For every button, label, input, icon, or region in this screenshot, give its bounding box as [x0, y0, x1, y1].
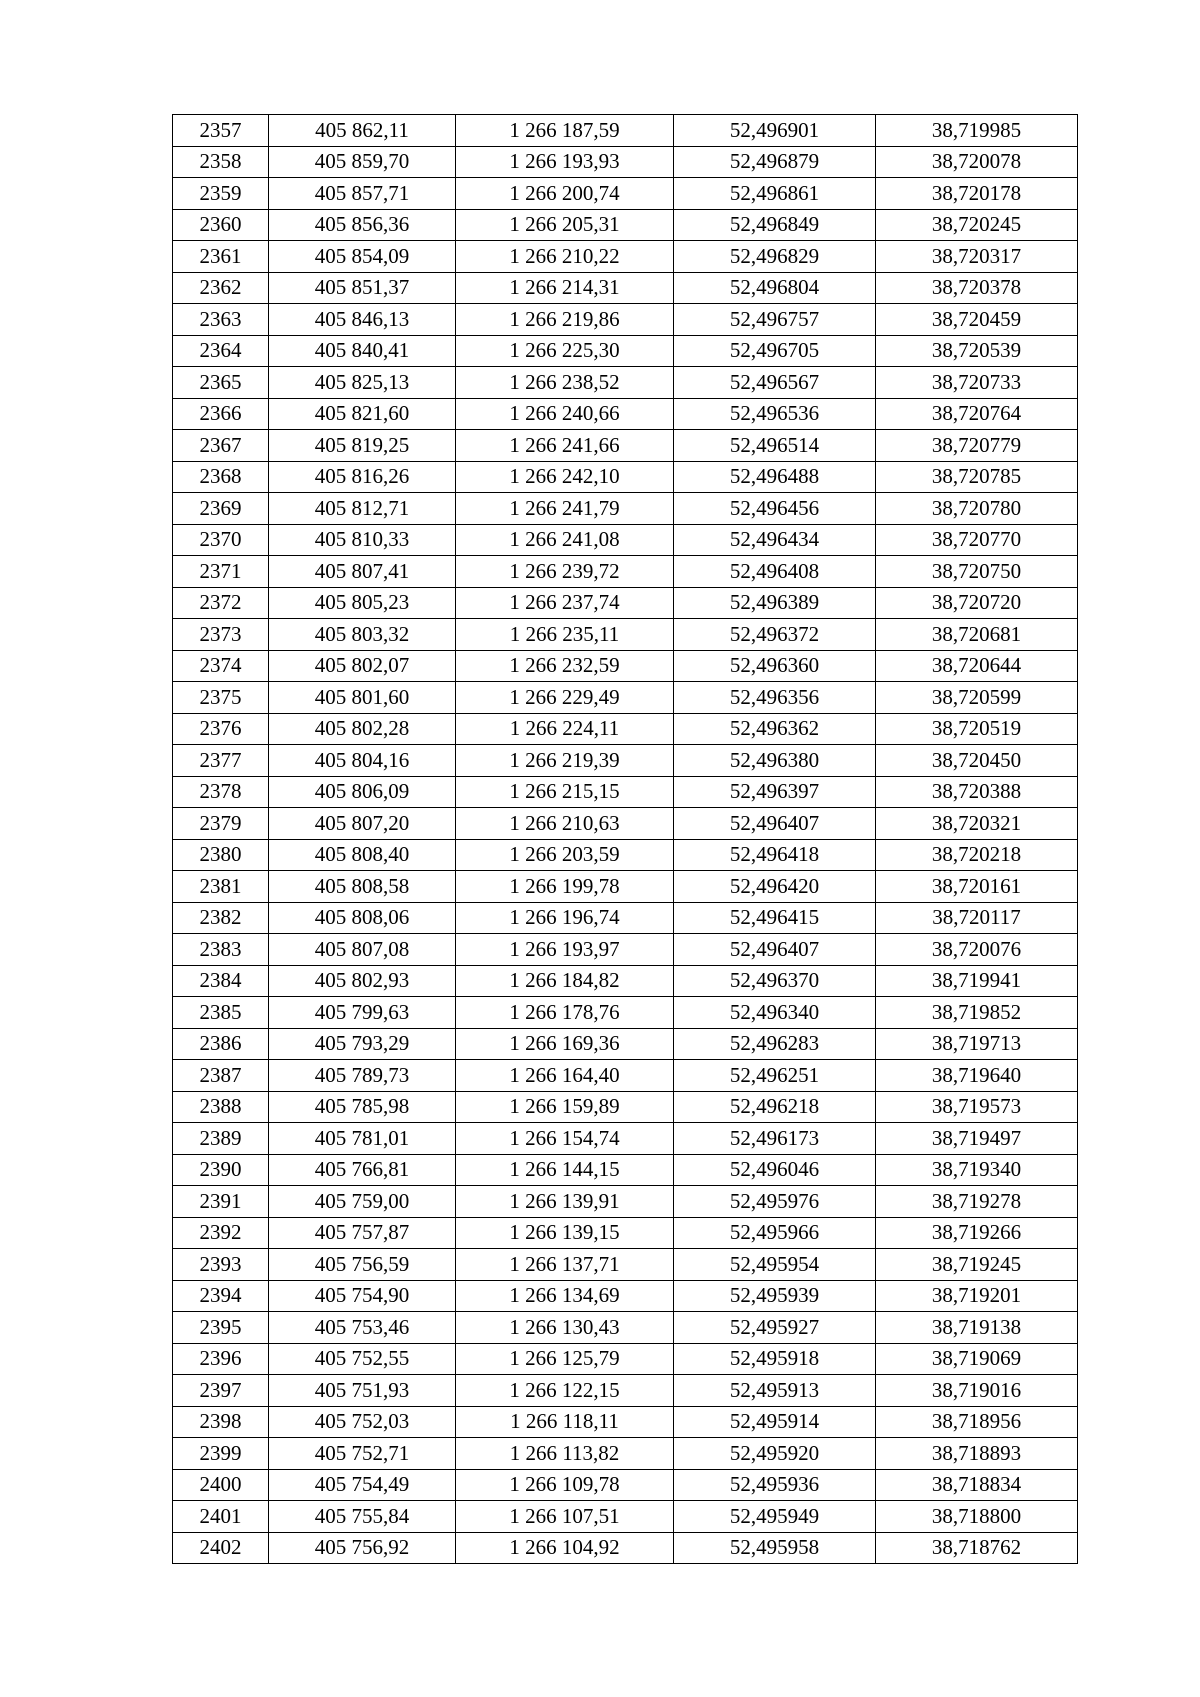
table-row	[173, 1532, 1078, 1564]
point-number-cell: 2368	[173, 461, 269, 493]
x-coordinate-cell: 405 752,55	[269, 1343, 456, 1375]
point-number-cell: 2369	[173, 493, 269, 525]
latitude-cell: 52,495949	[674, 1501, 876, 1533]
latitude-cell: 52,496407	[674, 808, 876, 840]
y-coordinate-cell: 1 266 232,59	[456, 650, 674, 682]
y-coordinate-cell: 1 266 169,36	[456, 1028, 674, 1060]
point-number-cell: 2374	[173, 650, 269, 682]
y-coordinate-cell: 1 266 144,15	[456, 1154, 674, 1186]
x-coordinate-cell: 405 807,41	[269, 556, 456, 588]
longitude-cell: 38,720519	[876, 713, 1078, 745]
latitude-cell: 52,496901	[674, 115, 876, 147]
x-coordinate-cell: 405 756,92	[269, 1532, 456, 1564]
longitude-cell: 38,720539	[876, 335, 1078, 367]
table-row	[173, 1280, 1078, 1312]
y-coordinate-cell: 1 266 139,91	[456, 1186, 674, 1218]
point-number-cell: 2375	[173, 682, 269, 714]
y-coordinate-cell: 1 266 199,78	[456, 871, 674, 903]
table-row	[173, 398, 1078, 430]
longitude-cell: 38,719497	[876, 1123, 1078, 1155]
y-coordinate-cell: 1 266 224,11	[456, 713, 674, 745]
table-row	[173, 808, 1078, 840]
latitude-cell: 52,496173	[674, 1123, 876, 1155]
latitude-cell: 52,495920	[674, 1438, 876, 1470]
table-row	[173, 1186, 1078, 1218]
x-coordinate-cell: 405 754,49	[269, 1469, 456, 1501]
point-number-cell: 2365	[173, 367, 269, 399]
table-row	[173, 1469, 1078, 1501]
y-coordinate-cell: 1 266 229,49	[456, 682, 674, 714]
x-coordinate-cell: 405 812,71	[269, 493, 456, 525]
point-number-cell: 2389	[173, 1123, 269, 1155]
latitude-cell: 52,496397	[674, 776, 876, 808]
table-row	[173, 272, 1078, 304]
y-coordinate-cell: 1 266 154,74	[456, 1123, 674, 1155]
longitude-cell: 38,720450	[876, 745, 1078, 777]
longitude-cell: 38,720388	[876, 776, 1078, 808]
longitude-cell: 38,719069	[876, 1343, 1078, 1375]
x-coordinate-cell: 405 825,13	[269, 367, 456, 399]
x-coordinate-cell: 405 854,09	[269, 241, 456, 273]
point-number-cell: 2381	[173, 871, 269, 903]
latitude-cell: 52,496251	[674, 1060, 876, 1092]
longitude-cell: 38,719713	[876, 1028, 1078, 1060]
table-row	[173, 1406, 1078, 1438]
longitude-cell: 38,720117	[876, 902, 1078, 934]
point-number-cell: 2370	[173, 524, 269, 556]
latitude-cell: 52,495966	[674, 1217, 876, 1249]
longitude-cell: 38,718762	[876, 1532, 1078, 1564]
longitude-cell: 38,718956	[876, 1406, 1078, 1438]
latitude-cell: 52,496488	[674, 461, 876, 493]
table-row	[173, 1060, 1078, 1092]
latitude-cell: 52,495976	[674, 1186, 876, 1218]
table-row	[173, 524, 1078, 556]
latitude-cell: 52,496536	[674, 398, 876, 430]
y-coordinate-cell: 1 266 187,59	[456, 115, 674, 147]
y-coordinate-cell: 1 266 215,15	[456, 776, 674, 808]
y-coordinate-cell: 1 266 125,79	[456, 1343, 674, 1375]
latitude-cell: 52,496849	[674, 209, 876, 241]
x-coordinate-cell: 405 851,37	[269, 272, 456, 304]
x-coordinate-cell: 405 781,01	[269, 1123, 456, 1155]
longitude-cell: 38,720599	[876, 682, 1078, 714]
point-number-cell: 2392	[173, 1217, 269, 1249]
longitude-cell: 38,720720	[876, 587, 1078, 619]
latitude-cell: 52,496879	[674, 146, 876, 178]
x-coordinate-cell: 405 752,03	[269, 1406, 456, 1438]
latitude-cell: 52,496046	[674, 1154, 876, 1186]
point-number-cell: 2395	[173, 1312, 269, 1344]
y-coordinate-cell: 1 266 184,82	[456, 965, 674, 997]
y-coordinate-cell: 1 266 241,66	[456, 430, 674, 462]
table-row	[173, 461, 1078, 493]
longitude-cell: 38,720785	[876, 461, 1078, 493]
table-row	[173, 1312, 1078, 1344]
point-number-cell: 2397	[173, 1375, 269, 1407]
point-number-cell: 2357	[173, 115, 269, 147]
point-number-cell: 2388	[173, 1091, 269, 1123]
table-row	[173, 871, 1078, 903]
table-row	[173, 430, 1078, 462]
y-coordinate-cell: 1 266 203,59	[456, 839, 674, 871]
longitude-cell: 38,719340	[876, 1154, 1078, 1186]
x-coordinate-cell: 405 755,84	[269, 1501, 456, 1533]
latitude-cell: 52,496372	[674, 619, 876, 651]
y-coordinate-cell: 1 266 240,66	[456, 398, 674, 430]
point-number-cell: 2376	[173, 713, 269, 745]
table-row	[173, 839, 1078, 871]
latitude-cell: 52,496418	[674, 839, 876, 871]
latitude-cell: 52,496415	[674, 902, 876, 934]
table-row	[173, 650, 1078, 682]
point-number-cell: 2380	[173, 839, 269, 871]
x-coordinate-cell: 405 757,87	[269, 1217, 456, 1249]
latitude-cell: 52,495914	[674, 1406, 876, 1438]
y-coordinate-cell: 1 266 159,89	[456, 1091, 674, 1123]
table-row	[173, 178, 1078, 210]
x-coordinate-cell: 405 766,81	[269, 1154, 456, 1186]
y-coordinate-cell: 1 266 130,43	[456, 1312, 674, 1344]
y-coordinate-cell: 1 266 139,15	[456, 1217, 674, 1249]
table-row	[173, 1217, 1078, 1249]
point-number-cell: 2391	[173, 1186, 269, 1218]
table-row	[173, 745, 1078, 777]
latitude-cell: 52,495936	[674, 1469, 876, 1501]
longitude-cell: 38,719852	[876, 997, 1078, 1029]
point-number-cell: 2394	[173, 1280, 269, 1312]
x-coordinate-cell: 405 759,00	[269, 1186, 456, 1218]
point-number-cell: 2385	[173, 997, 269, 1029]
coordinates-table-body	[173, 115, 1078, 1564]
point-number-cell: 2401	[173, 1501, 269, 1533]
latitude-cell: 52,496567	[674, 367, 876, 399]
y-coordinate-cell: 1 266 196,74	[456, 902, 674, 934]
table-row	[173, 304, 1078, 336]
longitude-cell: 38,720780	[876, 493, 1078, 525]
x-coordinate-cell: 405 785,98	[269, 1091, 456, 1123]
table-row	[173, 1343, 1078, 1375]
point-number-cell: 2363	[173, 304, 269, 336]
table-row	[173, 619, 1078, 651]
x-coordinate-cell: 405 846,13	[269, 304, 456, 336]
longitude-cell: 38,720078	[876, 146, 1078, 178]
x-coordinate-cell: 405 806,09	[269, 776, 456, 808]
x-coordinate-cell: 405 816,26	[269, 461, 456, 493]
x-coordinate-cell: 405 808,58	[269, 871, 456, 903]
y-coordinate-cell: 1 266 107,51	[456, 1501, 674, 1533]
point-number-cell: 2358	[173, 146, 269, 178]
latitude-cell: 52,496434	[674, 524, 876, 556]
latitude-cell: 52,495913	[674, 1375, 876, 1407]
latitude-cell: 52,495958	[674, 1532, 876, 1564]
x-coordinate-cell: 405 808,40	[269, 839, 456, 871]
point-number-cell: 2379	[173, 808, 269, 840]
table-row	[173, 997, 1078, 1029]
y-coordinate-cell: 1 266 210,22	[456, 241, 674, 273]
point-number-cell: 2384	[173, 965, 269, 997]
point-number-cell: 2361	[173, 241, 269, 273]
table-row	[173, 1154, 1078, 1186]
point-number-cell: 2390	[173, 1154, 269, 1186]
point-number-cell: 2383	[173, 934, 269, 966]
longitude-cell: 38,720317	[876, 241, 1078, 273]
x-coordinate-cell: 405 821,60	[269, 398, 456, 430]
y-coordinate-cell: 1 266 193,97	[456, 934, 674, 966]
point-number-cell: 2362	[173, 272, 269, 304]
table-row	[173, 335, 1078, 367]
longitude-cell: 38,719985	[876, 115, 1078, 147]
point-number-cell: 2360	[173, 209, 269, 241]
latitude-cell: 52,496340	[674, 997, 876, 1029]
longitude-cell: 38,720378	[876, 272, 1078, 304]
x-coordinate-cell: 405 752,71	[269, 1438, 456, 1470]
y-coordinate-cell: 1 266 219,39	[456, 745, 674, 777]
latitude-cell: 52,495954	[674, 1249, 876, 1281]
table-row	[173, 493, 1078, 525]
y-coordinate-cell: 1 266 239,72	[456, 556, 674, 588]
y-coordinate-cell: 1 266 193,93	[456, 146, 674, 178]
longitude-cell: 38,720178	[876, 178, 1078, 210]
x-coordinate-cell: 405 756,59	[269, 1249, 456, 1281]
longitude-cell: 38,720779	[876, 430, 1078, 462]
y-coordinate-cell: 1 266 118,11	[456, 1406, 674, 1438]
table-row	[173, 682, 1078, 714]
latitude-cell: 52,496408	[674, 556, 876, 588]
longitude-cell: 38,718893	[876, 1438, 1078, 1470]
x-coordinate-cell: 405 862,11	[269, 115, 456, 147]
point-number-cell: 2371	[173, 556, 269, 588]
point-number-cell: 2400	[173, 1469, 269, 1501]
longitude-cell: 38,720733	[876, 367, 1078, 399]
longitude-cell: 38,720245	[876, 209, 1078, 241]
x-coordinate-cell: 405 799,63	[269, 997, 456, 1029]
x-coordinate-cell: 405 856,36	[269, 209, 456, 241]
y-coordinate-cell: 1 266 241,79	[456, 493, 674, 525]
latitude-cell: 52,495927	[674, 1312, 876, 1344]
longitude-cell: 38,719245	[876, 1249, 1078, 1281]
table-row	[173, 902, 1078, 934]
y-coordinate-cell: 1 266 219,86	[456, 304, 674, 336]
table-row	[173, 776, 1078, 808]
table-row	[173, 587, 1078, 619]
point-number-cell: 2398	[173, 1406, 269, 1438]
y-coordinate-cell: 1 266 200,74	[456, 178, 674, 210]
x-coordinate-cell: 405 751,93	[269, 1375, 456, 1407]
table-row	[173, 1249, 1078, 1281]
table-row	[173, 1123, 1078, 1155]
latitude-cell: 52,496861	[674, 178, 876, 210]
table-row	[173, 241, 1078, 273]
latitude-cell: 52,496283	[674, 1028, 876, 1060]
longitude-cell: 38,720218	[876, 839, 1078, 871]
latitude-cell: 52,496407	[674, 934, 876, 966]
y-coordinate-cell: 1 266 109,78	[456, 1469, 674, 1501]
latitude-cell: 52,496360	[674, 650, 876, 682]
longitude-cell: 38,720161	[876, 871, 1078, 903]
table-row	[173, 209, 1078, 241]
latitude-cell: 52,496370	[674, 965, 876, 997]
longitude-cell: 38,720459	[876, 304, 1078, 336]
longitude-cell: 38,720750	[876, 556, 1078, 588]
x-coordinate-cell: 405 803,32	[269, 619, 456, 651]
point-number-cell: 2378	[173, 776, 269, 808]
longitude-cell: 38,720770	[876, 524, 1078, 556]
table-row	[173, 1438, 1078, 1470]
latitude-cell: 52,496829	[674, 241, 876, 273]
point-number-cell: 2373	[173, 619, 269, 651]
longitude-cell: 38,719573	[876, 1091, 1078, 1123]
point-number-cell: 2396	[173, 1343, 269, 1375]
y-coordinate-cell: 1 266 134,69	[456, 1280, 674, 1312]
longitude-cell: 38,718834	[876, 1469, 1078, 1501]
x-coordinate-cell: 405 807,08	[269, 934, 456, 966]
table-row	[173, 556, 1078, 588]
x-coordinate-cell: 405 793,29	[269, 1028, 456, 1060]
latitude-cell: 52,496705	[674, 335, 876, 367]
table-row	[173, 115, 1078, 147]
latitude-cell: 52,496389	[674, 587, 876, 619]
table-row	[173, 1501, 1078, 1533]
latitude-cell: 52,496456	[674, 493, 876, 525]
y-coordinate-cell: 1 266 214,31	[456, 272, 674, 304]
longitude-cell: 38,719138	[876, 1312, 1078, 1344]
latitude-cell: 52,495918	[674, 1343, 876, 1375]
latitude-cell: 52,496514	[674, 430, 876, 462]
x-coordinate-cell: 405 840,41	[269, 335, 456, 367]
x-coordinate-cell: 405 819,25	[269, 430, 456, 462]
point-number-cell: 2367	[173, 430, 269, 462]
y-coordinate-cell: 1 266 242,10	[456, 461, 674, 493]
latitude-cell: 52,496757	[674, 304, 876, 336]
longitude-cell: 38,719278	[876, 1186, 1078, 1218]
x-coordinate-cell: 405 805,23	[269, 587, 456, 619]
y-coordinate-cell: 1 266 238,52	[456, 367, 674, 399]
longitude-cell: 38,719640	[876, 1060, 1078, 1092]
y-coordinate-cell: 1 266 178,76	[456, 997, 674, 1029]
x-coordinate-cell: 405 753,46	[269, 1312, 456, 1344]
x-coordinate-cell: 405 802,07	[269, 650, 456, 682]
latitude-cell: 52,496362	[674, 713, 876, 745]
x-coordinate-cell: 405 802,28	[269, 713, 456, 745]
longitude-cell: 38,719201	[876, 1280, 1078, 1312]
point-number-cell: 2393	[173, 1249, 269, 1281]
table-row	[173, 1091, 1078, 1123]
point-number-cell: 2377	[173, 745, 269, 777]
y-coordinate-cell: 1 266 113,82	[456, 1438, 674, 1470]
x-coordinate-cell: 405 810,33	[269, 524, 456, 556]
latitude-cell: 52,496218	[674, 1091, 876, 1123]
table-row	[173, 713, 1078, 745]
x-coordinate-cell: 405 801,60	[269, 682, 456, 714]
x-coordinate-cell: 405 808,06	[269, 902, 456, 934]
point-number-cell: 2359	[173, 178, 269, 210]
y-coordinate-cell: 1 266 210,63	[456, 808, 674, 840]
longitude-cell: 38,720764	[876, 398, 1078, 430]
y-coordinate-cell: 1 266 164,40	[456, 1060, 674, 1092]
table-row	[173, 1028, 1078, 1060]
x-coordinate-cell: 405 807,20	[269, 808, 456, 840]
table-row	[173, 367, 1078, 399]
longitude-cell: 38,720644	[876, 650, 1078, 682]
longitude-cell: 38,720321	[876, 808, 1078, 840]
y-coordinate-cell: 1 266 241,08	[456, 524, 674, 556]
x-coordinate-cell: 405 754,90	[269, 1280, 456, 1312]
y-coordinate-cell: 1 266 137,71	[456, 1249, 674, 1281]
point-number-cell: 2387	[173, 1060, 269, 1092]
coordinates-table	[172, 114, 1078, 1564]
longitude-cell: 38,719941	[876, 965, 1078, 997]
latitude-cell: 52,496380	[674, 745, 876, 777]
point-number-cell: 2386	[173, 1028, 269, 1060]
table-row	[173, 146, 1078, 178]
y-coordinate-cell: 1 266 104,92	[456, 1532, 674, 1564]
longitude-cell: 38,719016	[876, 1375, 1078, 1407]
y-coordinate-cell: 1 266 122,15	[456, 1375, 674, 1407]
latitude-cell: 52,495939	[674, 1280, 876, 1312]
latitude-cell: 52,496356	[674, 682, 876, 714]
x-coordinate-cell: 405 802,93	[269, 965, 456, 997]
y-coordinate-cell: 1 266 205,31	[456, 209, 674, 241]
latitude-cell: 52,496804	[674, 272, 876, 304]
y-coordinate-cell: 1 266 237,74	[456, 587, 674, 619]
point-number-cell: 2366	[173, 398, 269, 430]
longitude-cell: 38,720076	[876, 934, 1078, 966]
point-number-cell: 2364	[173, 335, 269, 367]
point-number-cell: 2402	[173, 1532, 269, 1564]
table-row	[173, 965, 1078, 997]
latitude-cell: 52,496420	[674, 871, 876, 903]
point-number-cell: 2372	[173, 587, 269, 619]
point-number-cell: 2399	[173, 1438, 269, 1470]
y-coordinate-cell: 1 266 225,30	[456, 335, 674, 367]
x-coordinate-cell: 405 859,70	[269, 146, 456, 178]
y-coordinate-cell: 1 266 235,11	[456, 619, 674, 651]
x-coordinate-cell: 405 804,16	[269, 745, 456, 777]
longitude-cell: 38,719266	[876, 1217, 1078, 1249]
x-coordinate-cell: 405 857,71	[269, 178, 456, 210]
table-row	[173, 934, 1078, 966]
longitude-cell: 38,720681	[876, 619, 1078, 651]
point-number-cell: 2382	[173, 902, 269, 934]
table-row	[173, 1375, 1078, 1407]
longitude-cell: 38,718800	[876, 1501, 1078, 1533]
x-coordinate-cell: 405 789,73	[269, 1060, 456, 1092]
